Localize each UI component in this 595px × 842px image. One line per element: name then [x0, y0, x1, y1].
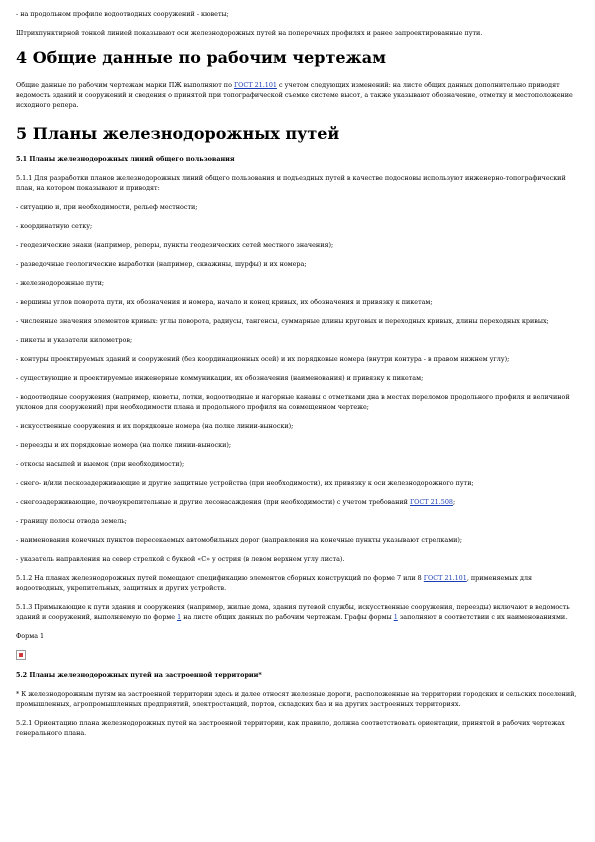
paragraph-5-1-1: 5.1.1 Для разработки планов железнодорожных линий общего пользования и подъездных путей в качестве подосновы используют инженерно-топографический план, на котором показывают и приводят: — [16, 174, 566, 192]
text: 5.1.2 На планах железнодорожных путей помещают спецификацию элементов сборных конструкций по форме 7 или 8 — [16, 574, 424, 582]
list-item: - указатель направления на север стрелкой с буквой «С» у острия (в левом верхнем углу листа). — [16, 555, 345, 563]
paragraph-4 — [16, 80, 579, 110]
list-item: - ситуацию и, при необходимости, рельеф местности; — [16, 203, 198, 211]
subsection-title-5-1: 5.1 Планы железнодорожных линий общего пользования — [16, 155, 235, 163]
list-item: - откосы насыпей и выемок (при необходимости); — [16, 460, 185, 468]
form-1-link[interactable]: 1 — [393, 613, 398, 621]
list-item: - контуры проектируемых зданий и сооружений (без координационных осей) и их порядковые номера (внутри контура - в правом нижнем углу); — [16, 355, 510, 363]
section-heading-5: 5 Планы железнодорожных путей — [16, 124, 340, 143]
gost-21-101-link[interactable]: ГОСТ 21.101 — [233, 81, 277, 89]
list-item: - границу полосы отвода земель; — [16, 517, 127, 525]
text: - снегозадерживающие, почвоукрепительные и другие лесонасаждения (при необходимости) с учетом требований — [16, 498, 410, 506]
list-item: - наименования конечных пунктов пересекаемых автомобильных дорог (направления на конечные пункты указывают стрелками); — [16, 536, 463, 544]
list-item: - переезды и их порядковые номера (на полке линии-выноски); — [16, 441, 232, 449]
list-item: - снего- и/или пескозадерживающие и другие защитные устройства (при необходимости), их привязку к оси железнодорожного пути; — [16, 479, 474, 487]
paragraph: Штрихпунктирной тонкой линией показывают оси железнодорожных путей на поперечных профилях и ранее запроектированные пути. — [16, 29, 483, 37]
paragraph-5-2-1: 5.2.1 Ориентацию плана железнодорожных путей на застроенной территории, как правило, должна соответствовать ориентации, принятой в рабочих чертежах генерального плана. — [16, 719, 565, 737]
list-item: - водоотводные сооружения (например, кюветы, лотки, водоотводные и нагорные канавы с отметками дна в местах переломов продольного профиля и величиной уклонов для сооружений) при необходимости плана и продольного профиля на совмещенном чертеже; — [16, 393, 570, 411]
form-1-link[interactable]: 1 — [177, 613, 182, 621]
subsection-title-5-2: 5.2 Планы железнодорожных путей на застроенной территории* — [16, 671, 262, 679]
paragraph-5-1-3 — [16, 602, 579, 622]
footnote: * К железнодорожным путям на застроенной территории здесь и далее относят железные дороги, расположенные на территории городских и сельских поселений, промышленных, агропромышленных предприятий, электростанций, портов, складских баз и на других застроенных территориях. — [16, 690, 577, 708]
section-heading-4: 4 Общие данные по рабочим чертежам — [16, 48, 386, 67]
text: Общие данные по рабочим чертежам марки ПЖ выполняют по — [16, 81, 234, 89]
paragraph-5-1-2 — [16, 573, 579, 593]
list-item: - существующие и проектируемые инженерные коммуникации, их обозначения (наименования) и привязку к пикетам; — [16, 374, 424, 382]
list-item: - геодезические знаки (например, реперы, пункты геодезических сетей местного значения); — [16, 241, 334, 249]
text: заполняют в соответствии с их наименованиями. — [397, 613, 568, 621]
list-item: - разведочные геологические выработки (например, скважины, шурфы) и их номера; — [16, 260, 307, 268]
gost-21-101-link[interactable]: ГОСТ 21.101 — [423, 574, 467, 582]
gost-21-508-link[interactable]: ГОСТ 21.508 — [409, 498, 453, 506]
text: ; — [452, 498, 456, 506]
text: 5.1.3 Примыкающие к пути здания и сооружения (например, жилые дома, здания путевой службы, искусственные сооружения, переезды) включают в ведомость зданий и сооружений, выполняемую по форме — [16, 603, 570, 621]
list-item — [16, 497, 579, 507]
paragraph: - на продольном профиле водоотводных сооружений - кюветы; — [16, 10, 229, 18]
text: , применяемых для водоотводных, укрепительных, защитных и других устройств. — [16, 574, 533, 592]
list-item: - железнодорожные пути; — [16, 279, 105, 287]
form-caption: Форма 1 — [16, 632, 45, 640]
text: на листе общих данных по рабочим чертежам. Графы формы — [181, 613, 394, 621]
text: с учетом следующих изменений: на листе общих данных дополнительно приводят ведомость зданий и сооружений и сведения о принятой при топографической съемке системе высот, а также указывают обозначение, отметку и местоположение исходного репера. — [16, 81, 573, 109]
list-item: - вершины углов поворота пути, их обозначения и номера, начало и конец кривых, их обозначения и привязку к пикетам; — [16, 298, 433, 306]
list-item: - координатную сетку; — [16, 222, 93, 230]
broken-image-icon — [16, 650, 26, 660]
list-item: - искусственные сооружения и их порядковые номера (на полке линии-выноски); — [16, 422, 294, 430]
list-item: - пикеты и указатели километров; — [16, 336, 133, 344]
list-item: - численные значения элементов кривых: углы поворота, радиусы, тангенсы, суммарные длины круговых и переходных кривых, длины переходных кривых; — [16, 317, 549, 325]
